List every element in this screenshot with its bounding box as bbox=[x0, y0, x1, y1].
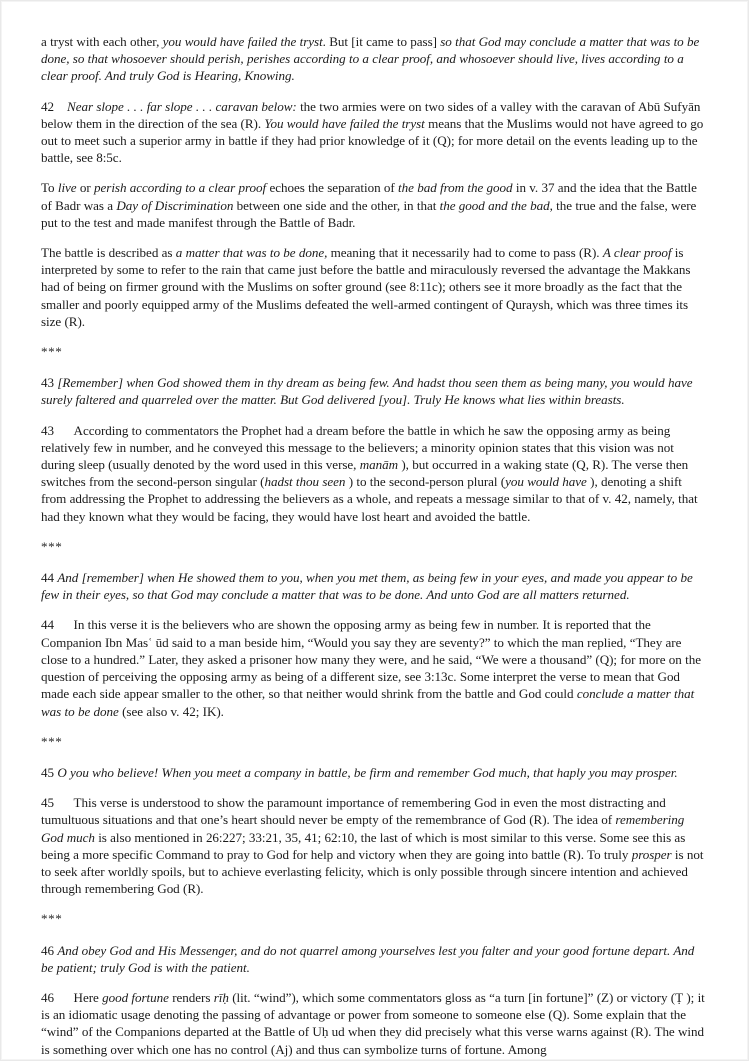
page-text-column bbox=[41, 33, 709, 1061]
commentary-46: 46 Here good fortune renders rīḥ (lit. “wind”), which some commentators gloss as “a turn [in fortune]” (Z) or victory (Ṭ ); it is an idiomatic usage denoting the passing of advantage or power from someone to someone else (Q). Some explain that the “wind” of the Companions departed at the Battle of Uḥ ud when they did precisely what this verse warns against (R). The wind is something over which one has no control (Aj) and thus can symbolize turns of fortune. Among bbox=[41, 989, 705, 1057]
commentary-43: 43 According to commentators the Prophet had a dream before the battle in which he saw the opposing army as being relatively few in number, and he conveyed this message to the believers; a minority opinion states that this vision was not during sleep (usually denoted by the word used in this verse, manām ), but occurred in a waking state (Q, R). The verse then switches from the second-person singular (hadst thou seen ) to the second-person plural (you would have ), denoting a shift from addressing the Prophet to addressing the believers as a whole, and repeats a message similar to that of v. 42, namely, that had they known what they would be facing, they would have lost heart and avoided the battle. bbox=[41, 422, 698, 524]
verse-45: 45 O you who believe! When you meet a company in battle, be firm and remember God much, that haply you may prosper. bbox=[41, 764, 678, 780]
section-separator: *** bbox=[41, 911, 63, 927]
commentary-45: 45 This verse is understood to show the paramount importance of remembering God in even the most distracting and tumultuous situations and that one’s heart should never be empty of the remembrance of God (R). The idea of remembering God much is also mentioned in 26:227; 33:21, 35, 41; 62:10, the last of which is most similar to this verse. Some see this as being a more specific Command to pray to God for help and victory when they are going into battle (R). To truly prosper is not to seek after worldly spoils, but to achieve everlasting felicity, which is only possible through sincere intention and achieved through remembering God (R). bbox=[41, 795, 704, 897]
verse-46: 46 And obey God and His Messenger, and do not quarrel among yourselves lest you falter and your good fortune depart. And be patient; truly God is with the patient. bbox=[41, 942, 695, 975]
section-separator: *** bbox=[41, 733, 63, 749]
verse-44: 44 And [remember] when He showed them to you, when you met them, as being few in your eyes, and made you appear to be few in their eyes, so that God may conclude a matter that was to be done. And unto God are all matters returned. bbox=[41, 570, 693, 603]
verse-43: 43 [Remember] when God showed them in thy dream as being few. And hadst thou seen them as being many, you would have surely faltered and quarreled over the matter. But God delivered [you]. Truly He knows what lies within breasts. bbox=[41, 375, 693, 408]
paragraph-continued: a tryst with each other, you would have failed the tryst. But [it came to pass] so that God may conclude a matter that was to be done, so that whosoever should perish, perishes according to a clear proof, and whosoever should live, lives according to a clear proof. And truly God is Hearing, Knowing. bbox=[41, 34, 700, 84]
commentary-42c: The battle is described as a matter that was to be done, meaning that it necessarily had to come to pass (R). A clear proof is interpreted by some to refer to the rain that came just before the battle and miraculously reversed the advantage the Makkans had of being on firmer ground with the Muslims on softer ground (see 8:11c); others see it more broadly as the fact that the smaller and poorly equipped army of the Muslims defeated the well-armed contingent of Quraysh, which was three times its size (R). bbox=[41, 245, 691, 329]
section-separator: *** bbox=[41, 538, 63, 554]
commentary-42: 42 Near slope . . . far slope . . . caravan below: the two armies were on two sides of a valley with the caravan of Abū Sufyān below them in the direction of the sea (R). You would have failed the tryst means that the Muslims would not have agreed to go out to meet such a superior army in battle if they had prior knowledge of it (Q); for more detail on the events leading up to the battle, see 8:5c. bbox=[41, 98, 704, 166]
commentary-44: 44 In this verse it is the believers who are shown the opposing army as being few in number. It is reported that the Companion Ibn Masʿ ūd said to a man beside him, “Would you say they are seventy?” to which the man replied, “They are close to a hundred.” Later, they asked a prisoner how many they were, and he said, “We were a thousand” (Q); for more on the question of perceiving the opposing army as being of a different size, see 3:13c. Some interpret the verse to mean that God made each side appear smaller to the other, so that neither would shrink from the battle and God could conclude a matter that was to be done (see also v. 42; IK). bbox=[41, 617, 701, 719]
commentary-42b: To live or perish according to a clear proof echoes the separation of the bad from the good in v. 37 and the idea that the Battle of Badr was a Day of Discrimination between one side and the other, in that the good and the bad, the true and the false, were put to the test and made manifest through the Battle of Badr. bbox=[41, 180, 697, 230]
section-separator: *** bbox=[41, 344, 63, 360]
